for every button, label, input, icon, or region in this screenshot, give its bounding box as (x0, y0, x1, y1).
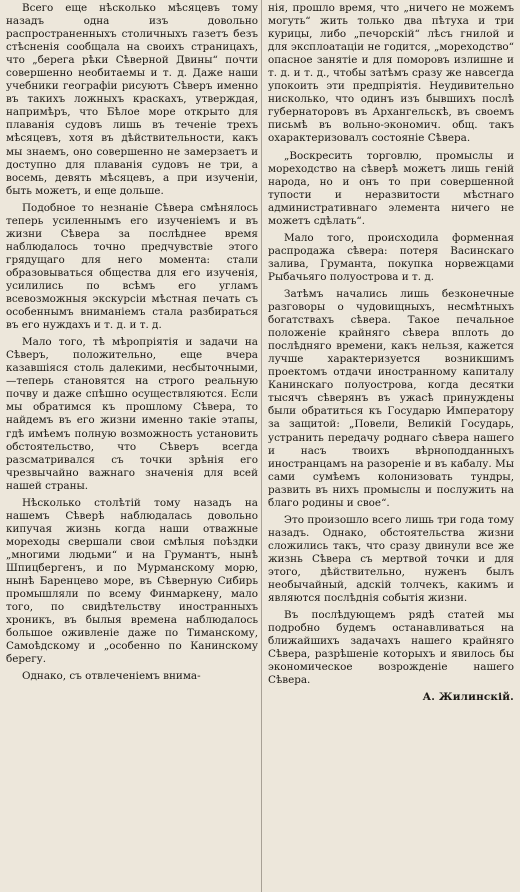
paragraph-right-5: Это произошло всего лишь три года тому назадъ. Однако, обстоятельства жизни сложились такъ, что сразу двинули все же жизнь Сѣвера съ мертвой точки и для этого, дѣйствительно, нуженъ былъ необычайный, адскій толчекъ, какимъ и являются послѣднія событія жизни. (268, 513, 514, 605)
paragraph-right-6: Въ послѣдующемъ рядѣ статей мы подробно будемъ останавливаться на ближайшихъ задачахъ нашего крайняго Сѣвера, разрѣшеніе которыхъ и явилось бы экономическое возрожденіе нашего Сѣвера. (268, 609, 514, 687)
paragraph-right-3: Мало того, происходила форменная распродажа сѣвера: потеря Васинскаго залива, Груманта, покупка норвежцами Рыбачьяго полуострова и т. д. (268, 231, 514, 283)
column-divider (261, 0, 262, 892)
paragraph-left-4: Нѣсколько столѣтій тому назадъ на нашемъ Сѣверѣ наблюдалась довольно кипучая жизнь когда наши отважные мореходы свершали свои смѣлыя поѣздки „многими людьми“ и на Грумантъ, нынѣ Шпицбергенъ, и по Мурманскому морю, нынѣ Баренцево море, въ Сѣверную Сибирь промышляли по всему Финмаркену, мало того, по свидѣтельству иностранныхъ хроникъ, въ былыя времена наблюдалось большое оживленіе даже по Тиманскому, Самоѣдскому и „особенно по Канинскому берегу. (6, 496, 258, 666)
paragraph-left-2: Подобное то незнаніе Сѣвера смѣнялось теперь усиленнымъ его изученіемъ и въ жизни Сѣвера за послѣднее время наблюдалось точно предчувствіе этого грядущаго для него момента: стали образовываться общества для его изученія, усилились по всѣмъ его угламъ всевозможныя экскурсіи мѣстная печать съ особеннымъ вниманіемъ стала разбираться въ его нуждахъ и т. д. и т. д. (6, 201, 258, 332)
paragraph-right-2: „Воскресить торговлю, промыслы и мореходство на сѣверѣ можетъ лишь геній народа, но и онъ то при совершенной тупости и неразвитости мѣстнаго административнаго элемента ничего не можетъ сдѣлать“. (268, 149, 514, 227)
author-signature: А. Жилинскій. (422, 691, 514, 704)
paragraph-left-1: Всего еще нѣсколько мѣсяцевъ тому назадъ одна изъ довольно распространенныхъ столичныхъ газетъ безъ стѣсненія сообщала на своихъ страницахъ, что „берега рѣки Сѣверной Двины“ почти совершенно необитаемы и т. д. Даже наши учебники географіи рисуютъ Сѣверъ именно въ такихъ ложныхъ краскахъ, утверждая, напримѣръ, что Бѣлое море открыто для плаванія судовъ лишь въ теченіе трехъ мѣсяцевъ, хотя въ дѣйствительности, какъ мы знаемъ, оно совершенно не замерзаетъ и доступно для плаванія судовъ не три, а восемь, девять мѣсяцевъ, а при изученіи, быть можетъ, и еще дольше. (6, 2, 258, 197)
paragraph-left-3: Мало того, тѣ мѣропріятія и задачи на Сѣверъ, положительно, еще вчера казавшіяся столь далекими, несбыточными,—теперь становятся на строго реальную почву и даже спѣшно осуществляются. Если мы обратимся къ прошлому Сѣвера, то найдемъ въ его жизни именно такіе этапы, гдѣ имѣемъ полную возможность установить обстоятельство, что Сѣверъ всегда разсматривался съ точки зрѣнія его чрезвычайно важнаго значенія для всей нашей страны. (6, 336, 258, 492)
left-column (6, 2, 258, 687)
right-column (268, 2, 514, 704)
paragraph-right-4: Затѣмъ начались лишь безконечные разговоры о чудовищныхъ, несмѣтныхъ богатствахъ сѣвера. Такое печальное положеніе крайняго сѣвера вплоть до послѣдняго времени, какъ нельзя, кажется лучше характеризуется возникшимъ проектомъ отдачи иностранному капиталу Канинскаго полуострова, когда десятки тысячъ сѣверянъ въ ужасѣ принуждены были обратиться къ Государю Императору за защитой: „Повели, Великій Государь, устранить передачу роднаго сѣвера нашего и насъ твоихъ вѣрноподданныхъ иностранцамъ на разореніе и въ кабалу. Мы сами сумѣемъ колонизовать тундры, развить въ нихъ промыслы и послужить на благо родины и свое“. (268, 287, 514, 509)
paragraph-right-1: нія, прошло время, что „ничего не можемъ могуть“ жить только два пѣтуха и три курицы, либо „печорскій“ лѣсъ гнилой и для эксплоатаціи не годится, „мореходство“ опасное занятіе и для поморовъ излишне и т. д. и т. д., чтобы затѣмъ сразу же навсегда упокоить эти предпріятія. Неудивительно нисколько, что одинъ изъ бывшихъ послѣ губернаторовъ въ Архангельскѣ, въ своемъ письмѣ въ вольно-экономич. общ. такъ охарактеризовалъ состояніе Сѣвера. (268, 2, 514, 145)
paragraph-left-5: Однако, съ отвлеченіемъ внима- (22, 670, 201, 683)
